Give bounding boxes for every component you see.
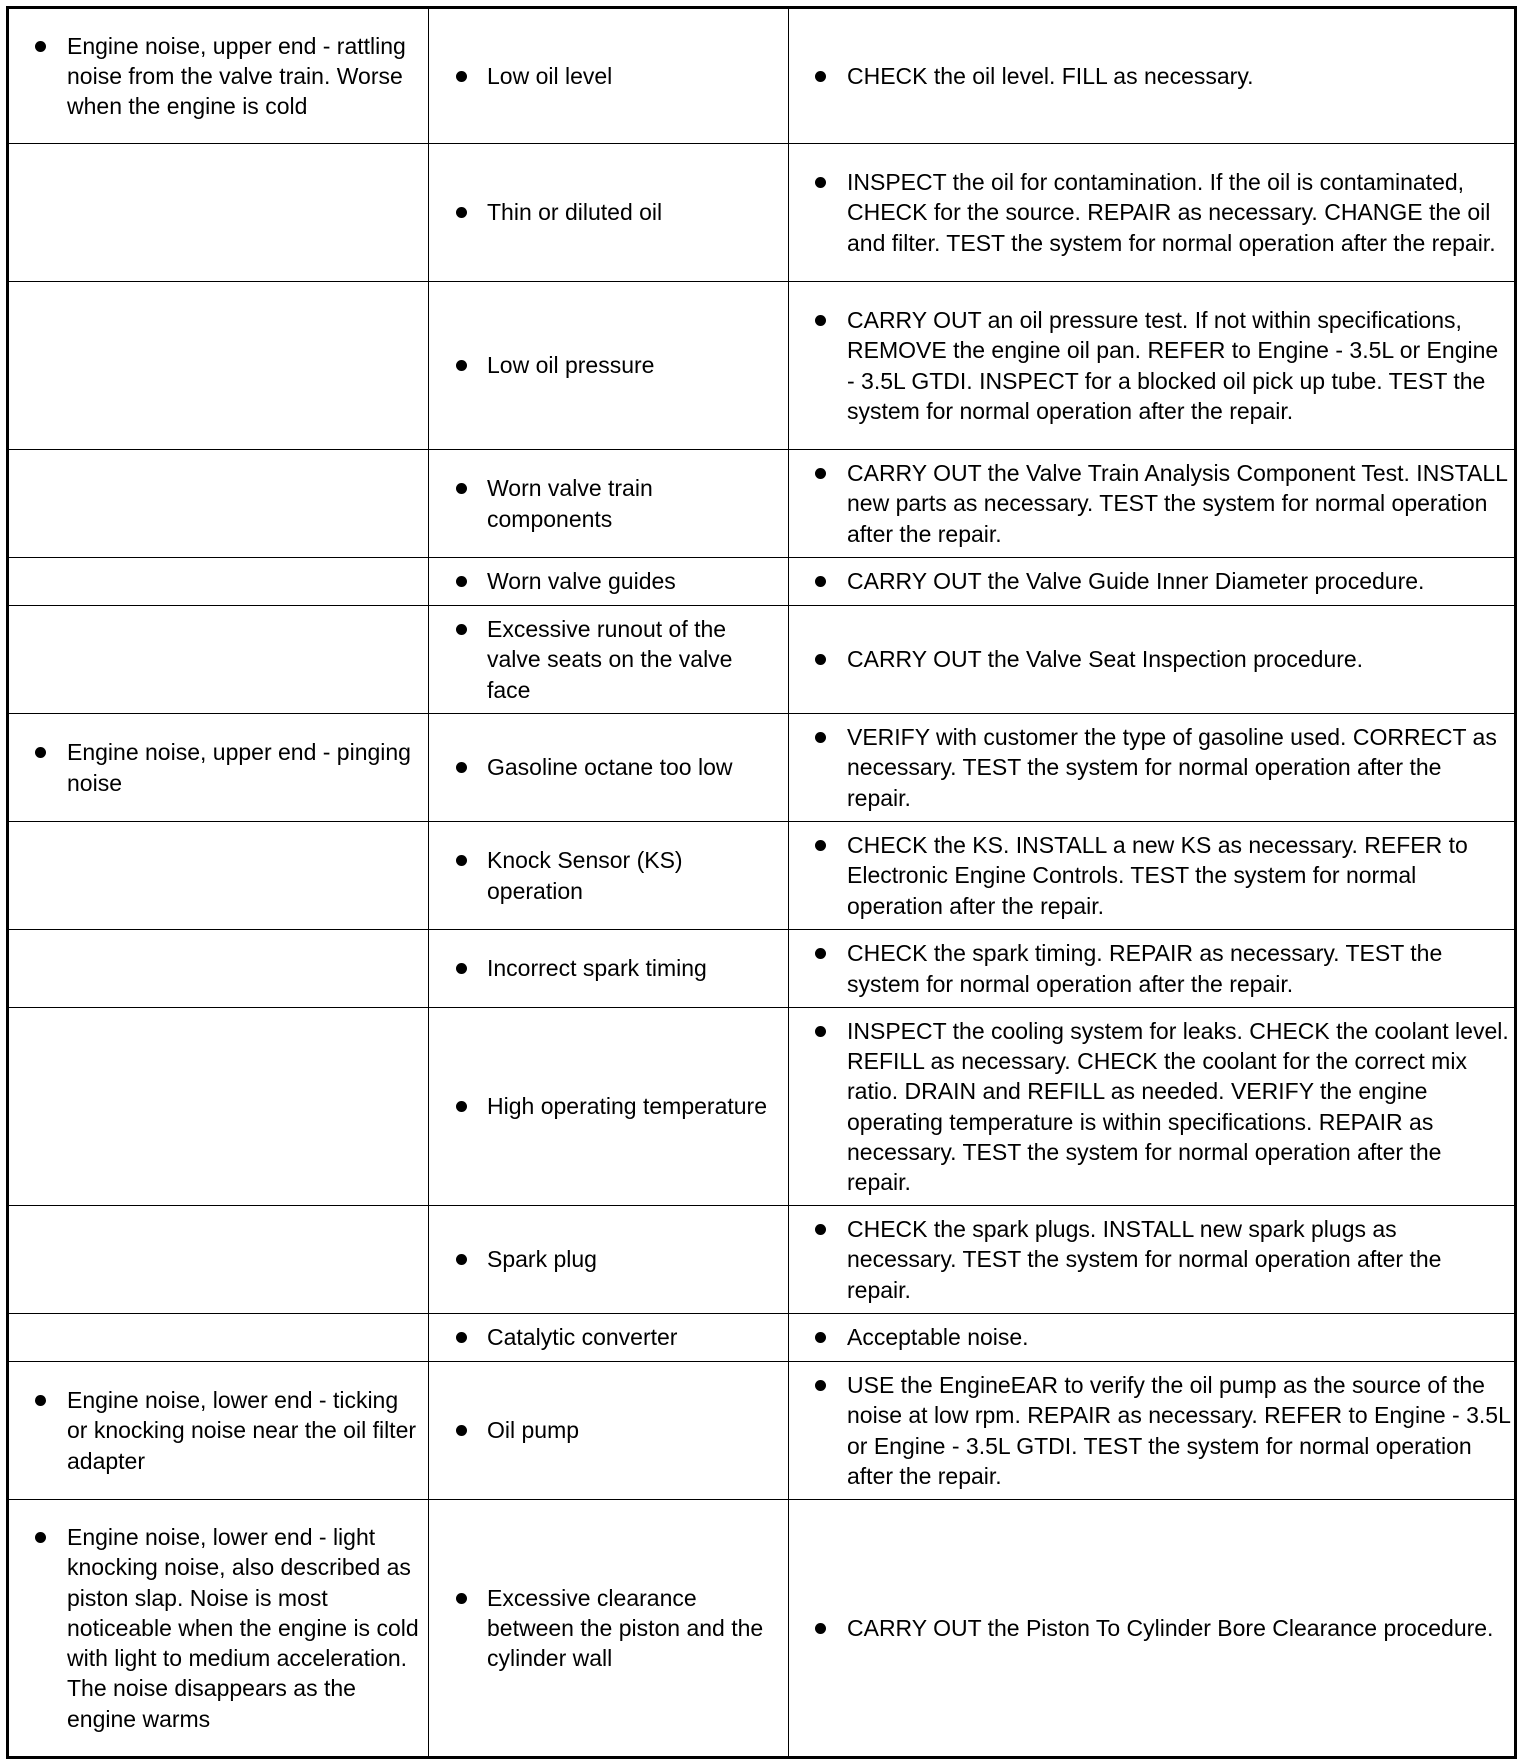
action-cell (789, 282, 1516, 450)
bullet-icon (815, 177, 826, 188)
action-text: CARRY OUT the Valve Seat Inspection procedure. (847, 646, 1364, 673)
cause-text: Low oil pressure (487, 352, 655, 379)
bullet-icon (35, 1532, 46, 1543)
cause-cell (429, 558, 789, 606)
symptom-cell (8, 606, 429, 714)
symptom-text: Engine noise, upper end - pinging noise (67, 739, 411, 796)
cause-text: Catalytic converter (487, 1324, 678, 1351)
bullet-icon (456, 624, 467, 635)
cause-cell (429, 822, 789, 930)
table-row (8, 930, 1516, 1008)
action-text: CARRY OUT an oil pressure test. If not within specifications, REMOVE the engine oil pan. REFER to Engine - 3.5L or Engine - 3.5L GTDI. INSPECT for a blocked oil pick up tube. TEST the system for normal operation after the repair. (847, 307, 1499, 424)
action-cell (789, 714, 1516, 822)
action-cell (789, 930, 1516, 1008)
cause-text: Knock Sensor (KS) operation (487, 847, 683, 904)
symptom-text: Engine noise, lower end - ticking or knocking noise near the oil filter adapter (67, 1387, 417, 1474)
symptom-chart-table (6, 6, 1517, 1759)
action-text: Acceptable noise. (847, 1324, 1029, 1351)
table-row (8, 714, 1516, 822)
bullet-icon (815, 71, 826, 82)
table-row (8, 1314, 1516, 1362)
cause-text: Excessive clearance between the piston and the cylinder wall (487, 1584, 764, 1672)
bullet-icon (456, 1425, 467, 1436)
symptom-cell (8, 930, 429, 1008)
cause-text: Low oil level (487, 62, 613, 89)
symptom-cell (8, 144, 429, 282)
symptom-cell (8, 450, 429, 558)
cause-text: Oil pump (487, 1417, 580, 1444)
bullet-icon (456, 1332, 467, 1343)
bullet-icon (456, 1254, 467, 1265)
bullet-icon (815, 948, 826, 959)
action-text: CHECK the KS. INSTALL a new KS as necessary. REFER to Electronic Engine Controls. TEST the system for normal operation after the repair. (847, 832, 1468, 919)
action-cell (789, 450, 1516, 558)
action-text: CHECK the oil level. FILL as necessary. (847, 62, 1254, 89)
symptom-cell (8, 558, 429, 606)
table-row (8, 1008, 1516, 1206)
symptom-text: Engine noise, lower end - light knocking noise, also described as piston slap. Noise is most noticeable when the engine is cold with light to medium acceleration. The noise disappears as the engine warms (67, 1524, 419, 1732)
bullet-icon (456, 71, 467, 82)
table-row (8, 1362, 1516, 1500)
cause-cell (429, 144, 789, 282)
table-row (8, 8, 1516, 144)
bullet-icon (456, 1593, 467, 1604)
bullet-icon (815, 315, 826, 326)
symptom-cell (8, 282, 429, 450)
bullet-icon (456, 963, 467, 974)
symptom-cell (8, 8, 429, 144)
action-text: CHECK the spark timing. REPAIR as necessary. TEST the system for normal operation after the repair. (847, 940, 1443, 997)
symptom-text: Engine noise, upper end - rattling noise from the valve train. Worse when the engine is cold (67, 32, 406, 120)
cause-text: Worn valve guides (487, 568, 676, 595)
bullet-icon (815, 1224, 826, 1235)
cause-text: Thin or diluted oil (487, 199, 663, 226)
cause-cell (429, 1362, 789, 1500)
cause-text: Worn valve train components (487, 475, 653, 532)
bullet-icon (456, 360, 467, 371)
cause-text: Incorrect spark timing (487, 955, 707, 982)
action-cell (789, 558, 1516, 606)
action-cell (789, 822, 1516, 930)
bullet-icon (456, 855, 467, 866)
bullet-icon (35, 41, 46, 52)
bullet-icon (815, 732, 826, 743)
bullet-icon (815, 1623, 826, 1634)
action-text: CARRY OUT the Valve Train Analysis Component Test. INSTALL new parts as necessary. TEST the system for normal operation after the repair. (847, 460, 1508, 547)
action-text: CHECK the spark plugs. INSTALL new spark plugs as necessary. TEST the system for normal operation after the repair. (847, 1216, 1442, 1303)
bullet-icon (815, 1332, 826, 1343)
bullet-icon (815, 654, 826, 665)
bullet-icon (815, 576, 826, 587)
cause-cell (429, 606, 789, 714)
cause-cell (429, 714, 789, 822)
action-cell (789, 606, 1516, 714)
action-text: USE the EngineEAR to verify the oil pump as the source of the noise at low rpm. REPAIR as necessary. REFER to Engine - 3.5L or Engine - 3.5L GTDI. TEST the system for normal operation after the repair. (847, 1372, 1511, 1489)
cause-cell (429, 930, 789, 1008)
table-row (8, 558, 1516, 606)
action-text: CARRY OUT the Valve Guide Inner Diameter procedure. (847, 568, 1425, 595)
action-cell (789, 8, 1516, 144)
bullet-icon (35, 1395, 46, 1406)
cause-text: High operating temperature (487, 1093, 767, 1120)
bullet-icon (35, 747, 46, 758)
bullet-icon (815, 840, 826, 851)
action-cell (789, 1314, 1516, 1362)
cause-text: Spark plug (487, 1246, 597, 1273)
action-cell (789, 1206, 1516, 1314)
action-text: INSPECT the cooling system for leaks. CHECK the coolant level. REFILL as necessary. CHECK the coolant for the correct mix ratio. DRAIN and REFILL as needed. VERIFY the engine operating temperature is within specifications. REPAIR as necessary. TEST the system for normal operation after the repair. (847, 1017, 1509, 1195)
symptom-cell (8, 1206, 429, 1314)
table-row (8, 822, 1516, 930)
cause-text: Excessive runout of the valve seats on the valve face (487, 616, 733, 703)
action-text: VERIFY with customer the type of gasoline used. CORRECT as necessary. TEST the system for normal operation after the repair. (847, 724, 1497, 811)
cause-cell (429, 1206, 789, 1314)
action-cell (789, 1362, 1516, 1500)
table-row (8, 1206, 1516, 1314)
cause-text: Gasoline octane too low (487, 754, 733, 781)
table-row (8, 606, 1516, 714)
table-row (8, 1500, 1516, 1758)
table-row (8, 144, 1516, 282)
bullet-icon (456, 1101, 467, 1112)
action-cell (789, 1500, 1516, 1758)
symptom-cell (8, 714, 429, 822)
bullet-icon (456, 762, 467, 773)
bullet-icon (815, 1380, 826, 1391)
action-text: CARRY OUT the Piston To Cylinder Bore Clearance procedure. (847, 1614, 1494, 1641)
action-cell (789, 1008, 1516, 1206)
table-row (8, 450, 1516, 558)
cause-cell (429, 1008, 789, 1206)
cause-cell (429, 282, 789, 450)
bullet-icon (815, 468, 826, 479)
table-row (8, 282, 1516, 450)
diagnosis-sheet (6, 6, 1514, 1759)
symptom-cell (8, 1314, 429, 1362)
cause-cell (429, 8, 789, 144)
symptom-cell (8, 822, 429, 930)
bullet-icon (456, 207, 467, 218)
cause-cell (429, 450, 789, 558)
bullet-icon (456, 483, 467, 494)
cause-cell (429, 1500, 789, 1758)
action-text: INSPECT the oil for contamination. If the oil is contaminated, CHECK for the source. REPAIR as necessary. CHANGE the oil and filter. TEST the system for normal operation after the repair. (847, 169, 1496, 256)
cause-cell (429, 1314, 789, 1362)
symptom-cell (8, 1500, 429, 1758)
action-cell (789, 144, 1516, 282)
bullet-icon (456, 576, 467, 587)
bullet-icon (815, 1026, 826, 1037)
symptom-cell (8, 1008, 429, 1206)
symptom-cell (8, 1362, 429, 1500)
